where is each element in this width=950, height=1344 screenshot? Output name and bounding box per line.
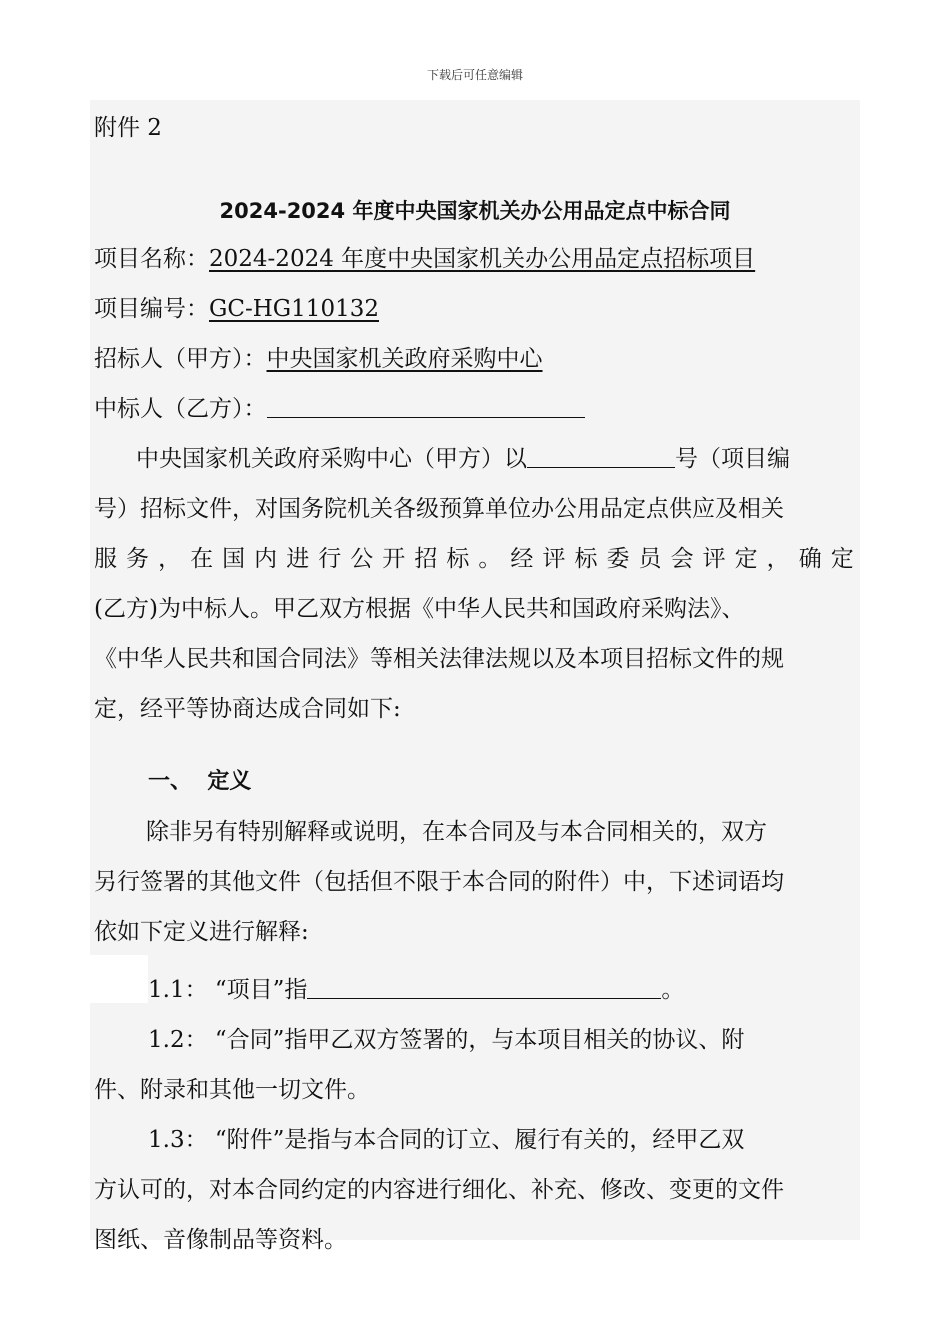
clause-1-3-line-2: 方认可的，对本合同约定的内容进行细化、补充、修改、变更的文件 <box>94 1177 784 1203</box>
intro-text-1b: 号（项目编 <box>675 446 790 472</box>
clause-1-3-line-3: 图纸、音像制品等资料。 <box>94 1227 347 1253</box>
project-no-row <box>94 294 379 324</box>
project-name-value: 2024-2024 年度中央国家机关办公用品定点招标项目 <box>209 246 756 272</box>
project-number-blank <box>527 445 675 468</box>
party-b-label: 中标人（乙方）： <box>94 396 267 422</box>
party-b-blank <box>267 395 585 418</box>
intro-line-2: 号）招标文件，对国务院机关各级预算单位办公用品定点供应及相关 <box>94 496 784 522</box>
party-a-value: 中央国家机关政府采购中心 <box>266 346 543 372</box>
party-a-row <box>94 344 543 374</box>
intro-line-6: 定，经平等协商达成合同如下: <box>94 696 401 722</box>
clause-1-3-line-1: 1.3： “附件”是指与本合同的订立、履行有关的，经甲乙双 <box>148 1127 745 1153</box>
page-notch <box>90 955 148 1003</box>
project-no-label: 项目编号： <box>94 296 209 322</box>
definition-p1-line-1: 除非另有特别解释或说明，在本合同及与本合同相关的，双方 <box>146 819 767 845</box>
attachment-label: 附件 2 <box>94 115 162 141</box>
clause-1-1 <box>148 975 684 1005</box>
clause-1-1-text: 1.1： “项目”指 <box>148 977 308 1003</box>
header-note: 下载后可任意编辑 <box>426 68 523 82</box>
intro-text-1a: 中央国家机关政府采购中心（甲方）以 <box>136 446 527 472</box>
intro-line-5: 《中华人民共和国合同法》等相关法律法规以及本项目招标文件的规 <box>94 646 784 672</box>
section-title: 定义 <box>207 769 252 794</box>
definition-p1-line-2: 另行签署的其他文件（包括但不限于本合同的附件）中，下述词语均 <box>94 869 784 895</box>
project-name-label: 项目名称： <box>94 246 209 272</box>
project-blank <box>307 976 661 999</box>
clause-1-2-line-1: 1.2： “合同”指甲乙双方签署的，与本项目相关的协议、附 <box>148 1027 745 1053</box>
intro-line-1 <box>136 444 790 474</box>
intro-line-3: 服 务 ， 在 国 内 进 行 公 开 招 标 。 经 评 标 委 员 会 评 定 ， 确 定 <box>94 546 856 572</box>
project-name-row <box>94 244 755 274</box>
contract-title: 2024-2024 年度中央国家机关办公用品定点中标合同 <box>219 199 731 223</box>
clause-1-2-line-2: 件、附录和其他一切文件。 <box>94 1077 370 1103</box>
section-heading <box>148 767 251 797</box>
intro-line-4: (乙方)为中标人。甲乙双方根据《中华人民共和国政府采购法》、 <box>94 596 745 622</box>
project-no-value: GC-HG110132 <box>209 296 379 322</box>
party-a-label: 招标人（甲方）： <box>94 346 267 372</box>
clause-1-1-end: 。 <box>661 977 685 1003</box>
section-number: 一、 <box>148 769 193 794</box>
definition-p1-line-3: 依如下定义进行解释: <box>94 919 309 945</box>
document-body <box>90 100 860 1253</box>
party-b-row <box>94 394 585 424</box>
